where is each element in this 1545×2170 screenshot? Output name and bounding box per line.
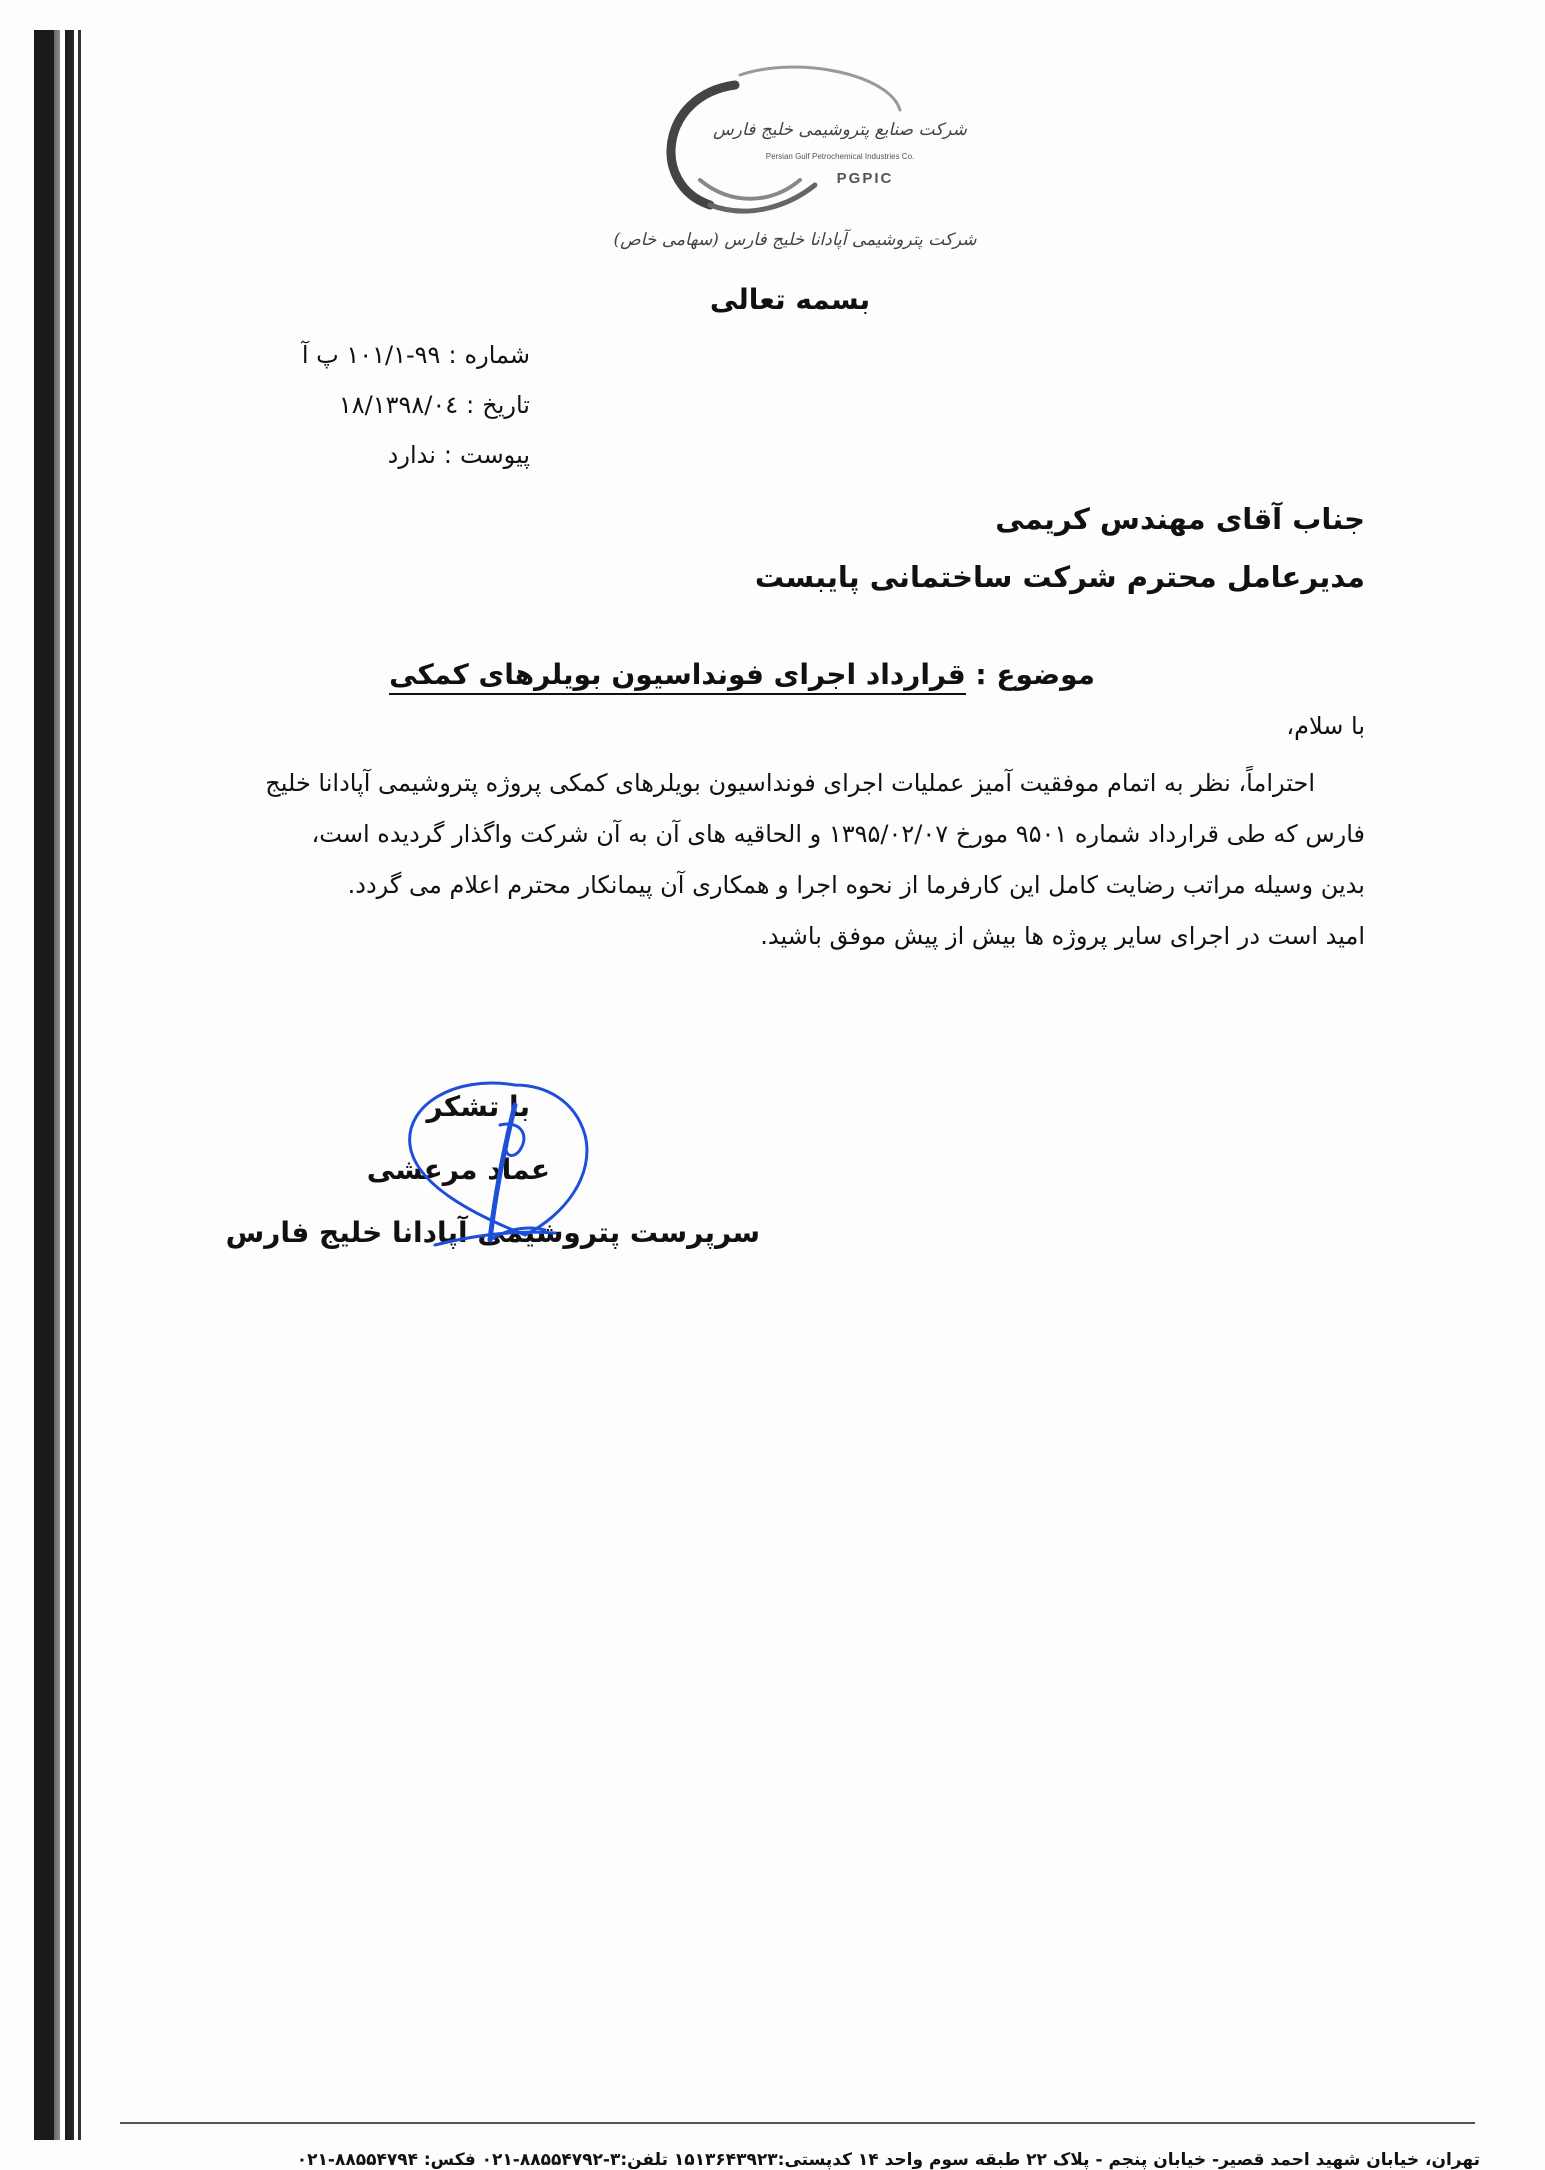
binding-stripe (34, 30, 84, 2140)
logo-company-script: شرکت صنایع پتروشیمی خلیج فارس (713, 120, 967, 140)
company-logo (613, 55, 977, 265)
signer-name: عماد مرعشی (366, 1153, 550, 1186)
attachment-separator: : (443, 441, 452, 469)
handwritten-signature (395, 1065, 635, 1265)
body-line: فارس که طی قرارداد شماره ۹۵۰۱ مورخ ۱۳۹۵/۰۲/۰۷ و الحاقیه های آن به آن شرکت واگذار گردیده است، (311, 820, 1365, 848)
letter-body (185, 758, 1365, 962)
date-label: تاریخ (482, 391, 530, 419)
footer-divider (120, 2122, 1475, 2124)
subject-text: قرارداد اجرای فونداسیون بویلرهای کمکی (389, 658, 966, 695)
meta-number-row (240, 330, 530, 380)
addressee-title: مدیرعامل محترم شرکت ساختمانی پایبست (754, 560, 1365, 594)
greeting: با سلام، (1286, 712, 1365, 740)
number-separator: : (448, 341, 457, 369)
closing-thanks: با تشکر (426, 1090, 530, 1123)
attachment-value: ندارد (387, 441, 436, 469)
bismillah-heading: بسمه تعالی (709, 283, 871, 316)
logo-abbrev: PGPIC (836, 170, 894, 187)
logo-subsidiary-script: شرکت پتروشیمی آپادانا خلیج فارس (سهامی خاص) (613, 230, 977, 250)
number-label: شماره (464, 341, 530, 369)
meta-attachment-row (240, 430, 530, 480)
meta-date-row (240, 380, 530, 430)
footer-address: تهران، خیابان شهید احمد قصیر- خیابان پنجم - پلاک ۲۲ طبقه سوم واحد ۱۴ کدپستی:۱۵۱۳۶۴۳۹۲۳ تلفن:۳-۸۸۵۵۴۷۹۲-۰۲۱ فکس: ۸۸۵۵۴۷۹۴-۰۲۱ (296, 2150, 1480, 2170)
number-value: ۱۰۱/۱-۹۹ پ آ (301, 341, 441, 369)
date-value: ۱۳۹۸/۰٤/۱۸ (338, 391, 459, 419)
subject-line (295, 658, 1095, 691)
addressee-name: جناب آقای مهندس کریمی (995, 502, 1365, 536)
body-line: احتراماً، نظر به اتمام موفقیت آمیز عملیات اجرای فونداسیون بویلرهای کمکی پروژه پتروشیمی آپادانا خلیج (265, 769, 1315, 797)
attachment-label: پیوست (460, 441, 530, 469)
body-line: بدین وسیله مراتب رضایت کامل این کارفرما از نحوه اجرا و همکاری آن پیمانکار محترم اعلام می گردد. (347, 871, 1365, 899)
date-separator: : (466, 391, 475, 419)
logo-company-english: Persian Gulf Petrochemical Industries Co. (765, 152, 915, 161)
signer-title: سرپرست پتروشیمی آپادانا خلیج فارس (225, 1216, 760, 1249)
letter-meta (240, 330, 530, 480)
addressee-block (465, 490, 1365, 606)
subject-label: موضوع : (975, 658, 1095, 691)
body-line: امید است در اجرای سایر پروژه ها بیش از پیش موفق باشید. (760, 922, 1365, 950)
